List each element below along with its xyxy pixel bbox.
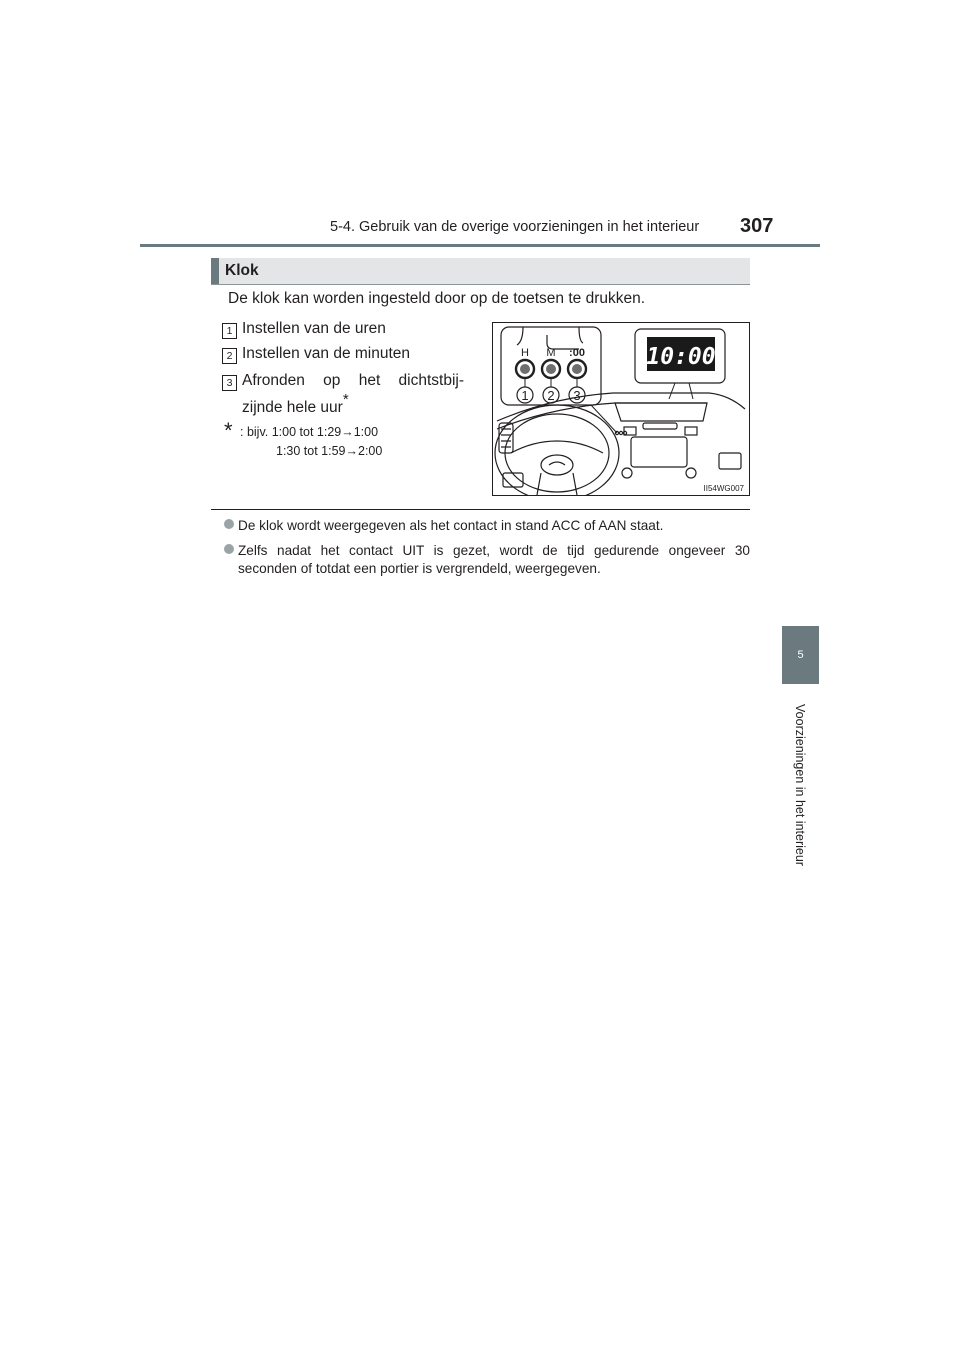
figure-code: II54WG007 — [703, 484, 744, 493]
item-number-badge: 1 — [222, 323, 237, 339]
footnote-line: : bijv. 1:00 tot 1:29→1:00 — [240, 425, 379, 439]
button-label-round: :00 — [569, 347, 585, 359]
clock-display-text: 10:00 — [646, 344, 716, 370]
note-text: Zelfs nadat het contact UIT is gezet, wordt de tijd gedurende ongeveer 30 — [238, 543, 750, 558]
chapter-label: Voorzieningen in het interieur — [793, 704, 807, 866]
callout-number: 1 — [521, 388, 529, 403]
item-text: Afronden op het dichtstbij- — [242, 372, 464, 389]
running-header: 5-4. Gebruik van de overige voorzieningen in het interieur — [330, 219, 700, 235]
clock-illustration — [492, 322, 750, 496]
button-label-minute: M — [546, 347, 556, 359]
button-label-hour: H — [521, 347, 529, 359]
header-rule — [140, 244, 820, 247]
footnote-line: 1:30 tot 1:59→2:00 — [276, 444, 383, 458]
section-title: Klok — [225, 262, 259, 279]
bullet-icon — [224, 544, 234, 554]
note-text-continued: seconden of totdat een portier is vergrendeld, weergegeven. — [238, 561, 601, 576]
item-text: Instellen van de minuten — [242, 345, 411, 362]
callout-number: 2 — [547, 388, 555, 403]
notes-divider — [211, 509, 750, 510]
page-number: 307 — [740, 215, 774, 237]
chapter-tab — [782, 626, 819, 684]
note-text: De klok wordt weergegeven als het contact in stand ACC of AAN staat. — [238, 518, 664, 533]
section-heading-accent — [211, 258, 219, 284]
item-text: Instellen van de uren — [242, 320, 386, 337]
dashboard-drawing — [493, 323, 749, 495]
item-text-line2: zijnde hele uur — [242, 399, 343, 417]
section-heading-bar — [211, 258, 750, 285]
intro-text: De klok kan worden ingesteld door op de toetsen te drukken. — [228, 290, 646, 307]
item-text-continued — [242, 393, 349, 417]
chapter-number: 5 — [797, 649, 804, 661]
footnote-mark: * — [224, 418, 233, 443]
callout-number: 3 — [573, 388, 581, 403]
footnote-reference: * — [342, 391, 349, 408]
item-number-badge: 2 — [222, 348, 237, 364]
item-number-badge: 3 — [222, 375, 237, 391]
bullet-icon — [224, 519, 234, 529]
